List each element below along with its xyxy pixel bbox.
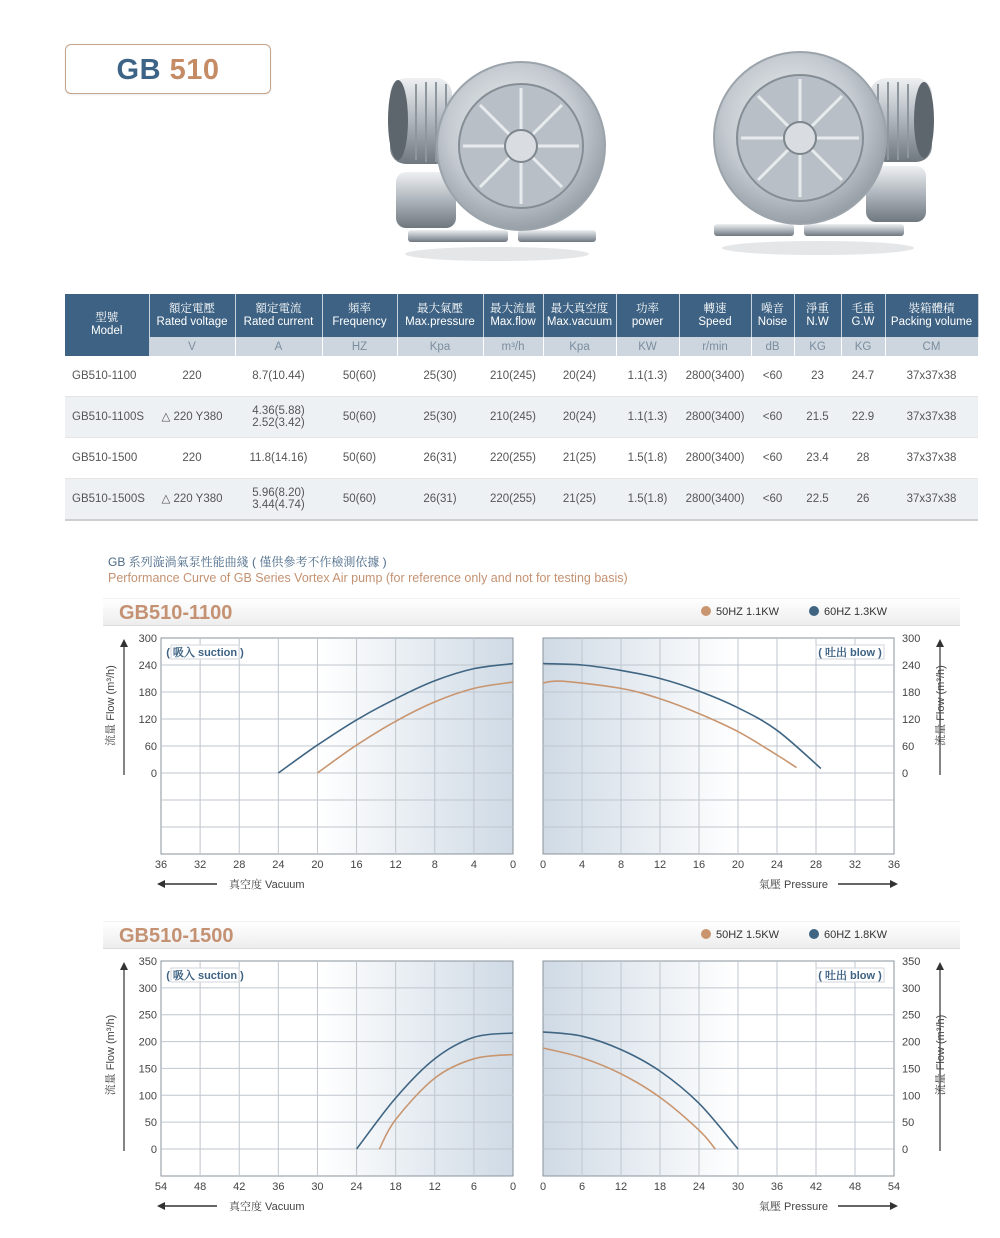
spec-cell: 21(25) [543,479,616,521]
spec-header-2 [235,294,322,337]
spec-cell: 2800(3400) [679,479,751,521]
suction-x-tick-label: 54 [154,1181,168,1193]
curves-caption-cn: GB 系列漩渦氣泵性能曲綫 ( 僅供參考不作檢測依據 ) [108,555,387,569]
spec-unit-10: KG [794,337,841,356]
spec-header-cn: 最大流量 [490,302,536,315]
title-number: 510 [169,54,220,86]
spec-cell: 26(31) [397,479,483,521]
spec-header-6 [543,294,616,337]
blow-x-tick-label: 54 [887,1181,901,1193]
table-row [65,397,978,438]
table-row [65,438,978,479]
arrow-up-icon [120,639,128,647]
blow-x-tick-label: 28 [809,859,823,871]
y-tick-label-left: 200 [138,1036,157,1049]
spec-cell: 22.5 [794,479,841,521]
spec-header-en: Max.flow [490,315,536,328]
spec-cell: 25(30) [397,356,483,397]
chart-2-legend-50hz [701,928,779,942]
suction-x-tick-label: 48 [193,1181,207,1193]
chart-2-legend-60hz [809,928,887,942]
blow-x-tick-label: 12 [614,1181,628,1193]
arrow-left-icon [157,1202,165,1210]
chart-2-legend-60hz-label: 60HZ 1.8KW [824,929,887,941]
spec-cell: 50(60) [322,479,397,521]
spec-cell: 220(255) [483,479,543,521]
spec-cell: 23 [794,356,841,397]
spec-header-cn: 頻率 [348,302,371,315]
spec-cell: 22.9 [841,397,885,438]
suction-x-tick-label: 36 [272,1181,285,1193]
chart-1-title: GB510-1100 [119,602,233,624]
spec-unit-6: Kpa [543,337,616,356]
spec-cell: 23.4 [794,438,841,479]
spec-header-cn: 轉速 [703,302,727,315]
spec-header-5 [483,294,543,337]
spec-header-0 [65,294,149,356]
spec-cell: 2800(3400) [679,438,751,479]
y-tick-label-right: 0 [902,1144,909,1156]
chart-1-legend-60hz-label: 60HZ 1.3KW [824,606,887,618]
spec-cell: 26 [841,479,885,521]
spec-header-en: Packing volume [890,315,973,328]
spec-header-cn: 毛重 [851,302,875,315]
spec-cell: <60 [751,397,794,438]
y-tick-label-right: 200 [902,1036,921,1049]
y-tick-label-right: 350 [902,956,921,968]
spec-cell: 37x37x38 [885,356,978,397]
y-tick-label-left: 300 [138,982,157,995]
y-tick-label-left: 0 [150,1144,157,1156]
blow-x-tick-label: 48 [848,1181,862,1193]
suction-x-tick-label: 16 [350,859,363,871]
model-cell: GB510-1500 [65,438,149,479]
y-tick-label-right: 300 [902,982,921,995]
suction-x-tick-label: 36 [154,859,168,871]
y-axis-label-left: 流量 Flow (m³/h) [105,1014,117,1096]
spec-cell: 1.5(1.8) [616,479,679,521]
chart-1-legend-50hz [701,605,779,619]
blow-x-tick-label: 6 [578,1181,586,1193]
blow-x-tick-label: 36 [770,1181,784,1193]
blow-x-tick-label: 0 [539,859,547,871]
spec-cell: 50(60) [322,438,397,479]
blow-x-tick-label: 24 [770,859,784,871]
spec-cell: 210(245) [483,356,543,397]
chart-2-header [103,921,960,949]
spec-header-en: Frequency [332,315,387,328]
spec-header-10 [794,294,841,337]
suction-x-tick-label: 30 [311,1181,324,1193]
chart-gb510-1100 [100,626,960,894]
spec-unit-3: HZ [322,337,397,356]
spec-cell: 50(60) [322,356,397,397]
y-tick-label-left: 250 [138,1009,157,1022]
blue-dot-icon [809,606,819,616]
blow-x-tick-label: 4 [578,859,586,871]
suction-x-tick-label: 12 [389,859,402,871]
y-tick-label-right: 0 [902,768,909,780]
chart-1-legend-50hz-label: 50HZ 1.1KW [716,606,779,618]
blow-label: ( 吐出 blow ) [818,970,882,982]
y-tick-label-right: 100 [902,1090,921,1103]
chart-2-legend-50hz-label: 50HZ 1.5KW [716,929,779,941]
y-axis-label-left: 流量 Flow (m³/h) [105,665,117,746]
arrow-up-icon [120,962,128,970]
y-tick-label-right: 300 [902,633,921,645]
spec-cell: 21(25) [543,438,616,479]
orange-dot-icon [701,606,711,616]
spec-cell: 50(60) [322,397,397,438]
spec-cell: 20(24) [543,356,616,397]
spec-cell: 220 [149,356,235,397]
suction-label: ( 吸入 suction ) [166,647,244,659]
table-row [65,356,978,397]
suction-x-tick-label: 24 [272,859,285,871]
spec-cell: 2800(3400) [679,397,751,438]
spec-header-cn: 噪音 [761,302,784,315]
title-prefix: GB [116,54,162,86]
y-tick-label-left: 50 [144,1117,157,1130]
product-title [66,54,270,87]
blow-x-tick-label: 32 [848,859,862,871]
suction-x-tick-label: 6 [470,1181,477,1193]
blow-x-tick-label: 20 [731,859,745,871]
spec-unit-4: Kpa [397,337,483,356]
spec-header-en: Model [91,325,123,337]
spec-cell: 220 [149,438,235,479]
spec-header-cn: 型號 [95,312,119,324]
blue-dot-icon [809,929,819,939]
spec-unit-1: V [149,337,235,356]
y-tick-label-right: 50 [902,1117,915,1130]
spec-header-en: Noise [757,315,788,328]
spec-cell: 37x37x38 [885,397,978,438]
spec-cell: <60 [751,479,794,521]
y-tick-label-left: 300 [138,633,157,645]
spec-cell: △ 220 Y380 [149,397,235,438]
y-tick-label-left: 150 [138,1063,157,1076]
y-tick-label-right: 240 [902,660,921,672]
y-tick-label-left: 60 [144,741,157,753]
y-tick-label-right: 120 [902,714,921,726]
arrow-left-icon [157,880,165,888]
spec-header-en: Speed [698,315,732,328]
suction-x-tick-label: 0 [509,1181,517,1193]
spec-unit-5: m³/h [483,337,543,356]
y-tick-label-right: 250 [902,1009,921,1022]
suction-x-tick-label: 42 [233,1181,246,1193]
x-axis-label-vacuum: 真空度 Vacuum [229,1201,305,1213]
table-row [65,479,978,521]
spec-cell: 8.7(10.44) [235,356,322,397]
spec-header-8 [679,294,751,337]
blow-x-tick-label: 42 [809,1181,823,1193]
y-tick-label-left: 240 [138,660,157,672]
y-tick-label-left: 100 [138,1090,157,1103]
spec-header-en: Rated current [243,315,314,328]
spec-cell: 1.5(1.8) [616,438,679,479]
spec-cell: 4.36(5.88) 2.52(3.42) [235,397,322,438]
blow-x-tick-label: 18 [653,1181,667,1193]
spec-cell: 5.96(8.20) 3.44(4.74) [235,479,322,521]
y-axis-label-right: 流量 Flow (m³/h) [935,1014,947,1096]
y-axis-label-right: 流量 Flow (m³/h) [935,665,947,746]
spec-cell: 1.1(1.3) [616,356,679,397]
spec-cell: <60 [751,356,794,397]
spec-cell: 37x37x38 [885,479,978,521]
blow-x-tick-label: 0 [539,1181,547,1193]
suction-x-tick-label: 12 [428,1181,441,1193]
suction-x-tick-label: 4 [470,859,477,871]
product-title-box [65,44,271,94]
spec-table [65,294,979,521]
blow-x-tick-label: 36 [887,859,901,871]
spec-header-en: Max.vacuum [546,315,613,328]
spec-unit-11: KG [841,337,885,356]
chart-gb510-1500 [100,950,960,1216]
spec-cell: 210(245) [483,397,543,438]
chart-2-title: GB510-1500 [119,925,234,947]
x-axis-label-vacuum: 真空度 Vacuum [229,879,305,891]
spec-cell: 25(30) [397,397,483,438]
spec-cell: <60 [751,438,794,479]
arrow-right-icon [890,880,898,888]
suction-x-tick-label: 18 [389,1181,402,1193]
y-tick-label-left: 350 [138,956,157,968]
spec-unit-9: dB [751,337,794,356]
spec-header-cn: 最大真空度 [550,302,609,315]
spec-header-cn: 額定電流 [255,302,302,315]
spec-header-4 [397,294,483,337]
spec-header-en: Max.pressure [405,315,475,328]
spec-cell: 11.8(14.16) [235,438,322,479]
suction-label: ( 吸入 suction ) [166,970,244,982]
spec-unit-2: A [235,337,322,356]
blow-x-tick-label: 8 [617,859,625,871]
blower-photo-left [386,40,608,266]
spec-header-cn: 額定電壓 [169,302,215,315]
chart-1-header [103,598,960,626]
spec-header-9 [751,294,794,337]
spec-cell: 28 [841,438,885,479]
spec-cell: 220(255) [483,438,543,479]
spec-unit-12: CM [885,337,978,356]
spec-header-en: power [631,315,664,328]
suction-x-tick-label: 28 [233,859,246,871]
spec-header-7 [616,294,679,337]
spec-header-cn: 裝箱體積 [908,302,955,315]
y-tick-label-right: 60 [902,741,915,753]
x-axis-label-pressure: 氣壓 Pressure [758,1201,828,1213]
blow-x-tick-label: 24 [692,1181,706,1193]
spec-cell: 37x37x38 [885,438,978,479]
chart-1-legend-60hz [809,605,887,619]
spec-header-en: G.W [851,315,875,328]
arrow-up-icon [936,639,944,647]
blow-label: ( 吐出 blow ) [818,647,882,659]
arrow-up-icon [936,962,944,970]
spec-header-12 [885,294,978,337]
spec-cell: 1.1(1.3) [616,397,679,438]
model-cell: GB510-1100S [65,397,149,438]
curves-caption-en: Performance Curve of GB Series Vortex Air pump (for reference only and not for testing basis) [108,571,628,585]
suction-x-tick-label: 32 [193,859,207,871]
arrow-right-icon [890,1202,898,1210]
y-tick-label-left: 0 [150,768,157,780]
spec-header-1 [149,294,235,337]
model-cell: GB510-1100 [65,356,149,397]
orange-dot-icon [701,929,711,939]
spec-header-11 [841,294,885,337]
spec-unit-7: KW [616,337,679,356]
spec-cell: 21.5 [794,397,841,438]
x-axis-label-pressure: 氣壓 Pressure [758,879,828,891]
blow-x-tick-label: 12 [653,859,667,871]
blower-photo-right [700,32,936,260]
y-tick-label-left: 180 [138,687,157,699]
spec-header-cn: 淨重 [806,302,829,315]
blow-x-tick-label: 16 [692,859,706,871]
suction-x-tick-label: 24 [350,1181,363,1193]
suction-x-tick-label: 8 [431,859,438,871]
spec-cell: 2800(3400) [679,356,751,397]
spec-cell: 20(24) [543,397,616,438]
spec-header-en: N.W [806,315,829,328]
spec-header-cn: 功率 [636,302,659,315]
spec-cell: 26(31) [397,438,483,479]
spec-header-en: Rated voltage [156,315,228,328]
spec-cell: 24.7 [841,356,885,397]
spec-header-cn: 最大氣壓 [417,302,463,315]
y-tick-label-left: 120 [138,714,157,726]
spec-unit-8: r/min [679,337,751,356]
blow-x-tick-label: 30 [731,1181,745,1193]
suction-x-tick-label: 0 [509,859,517,871]
model-cell: GB510-1500S [65,479,149,521]
y-tick-label-right: 180 [902,687,921,699]
y-tick-label-right: 150 [902,1063,921,1076]
suction-x-tick-label: 20 [311,859,324,871]
spec-header-3 [322,294,397,337]
spec-cell: △ 220 Y380 [149,479,235,521]
